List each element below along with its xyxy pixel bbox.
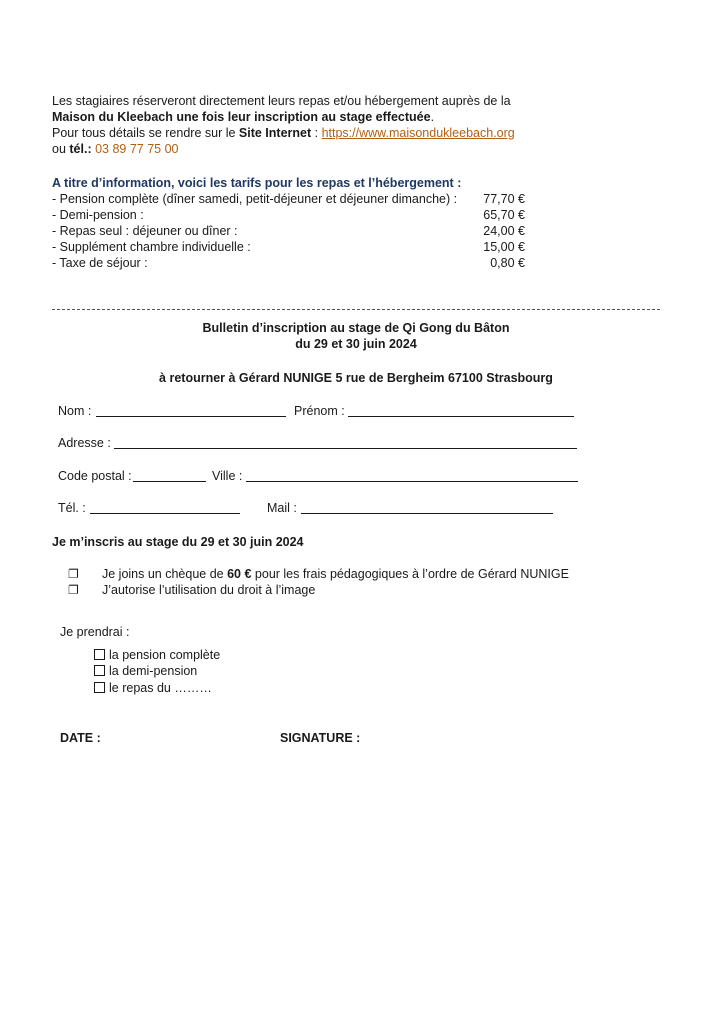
ville-field[interactable] [246,481,578,482]
code-postal-field[interactable] [133,481,206,482]
rate-label: - Supplément chambre individuelle : [52,240,251,254]
intro-period: . [430,110,435,124]
checkbox-image-rights[interactable]: ❐ [68,583,79,597]
adresse-label: Adresse : [58,436,111,450]
rate-label: - Demi-pension : [52,208,144,222]
rate-label: - Pension complète (dîner samedi, petit-déjeuner et déjeuner dimanche) : [52,192,458,206]
ou-text: ou [52,142,70,156]
nom-field[interactable] [96,416,286,417]
cheque-text-end: pour les frais pédagogiques à l’ordre de Gérard NUNIGE [251,567,569,581]
intro-text: Les stagiaires réserveront directement leurs repas et/ou hébergement auprès de la [52,94,511,108]
rate-label: - Taxe de séjour : [52,256,148,270]
code-postal-label: Code postal : [58,469,132,483]
phone-number[interactable]: 03 89 77 75 00 [91,142,179,156]
website-link[interactable]: https://www.maisondukleebach.org [321,126,515,140]
meals-heading: Je prendrai : [60,625,130,639]
tel-field-label: Tél. : [58,501,86,515]
meal-checkbox[interactable] [94,665,105,676]
checkbox-cheque[interactable]: ❐ [68,567,79,581]
meal-option [94,680,212,696]
rate-price: 65,70 € [483,208,525,222]
date-label: DATE : [60,731,101,745]
nom-label: Nom : [58,404,92,418]
rate-price: 15,00 € [483,240,525,254]
registration-heading: Je m’inscris au stage du 29 et 30 juin 2024 [52,535,304,549]
rate-label: - Repas seul : déjeuner ou dîner : [52,224,238,238]
rate-price: 0,80 € [490,256,525,270]
intro-line-4 [52,141,179,157]
return-address: à retourner à Gérard NUNIGE 5 rue de Bergheim 67100 Strasbourg [159,371,553,385]
cheque-amount: 60 € [227,567,252,581]
bulletin-title: Bulletin d’inscription au stage de Qi Gong du Bâton [202,321,510,335]
mail-label: Mail : [267,501,297,515]
intro-line-2 [52,109,434,125]
tel-field[interactable] [90,513,240,514]
colon-text: : [311,126,322,140]
intro-line-1 [52,93,511,109]
rate-price: 77,70 € [483,192,525,206]
prenom-label: Prénom : [294,404,345,418]
cut-line-divider [52,309,660,310]
meal-option [94,663,197,679]
maison-kleebach-text: Maison du Kleebach une fois leur inscription au stage effectuée [52,110,431,124]
intro-line-3 [52,125,515,141]
adresse-field[interactable] [114,448,577,449]
bulletin-dates: du 29 et 30 juin 2024 [295,337,417,351]
meal-checkbox[interactable] [94,649,105,660]
rate-price: 24,00 € [483,224,525,238]
meal-option-label: la demi-pension [109,664,198,678]
ville-label: Ville : [212,469,243,483]
tel-label: tél.: [69,142,92,156]
cheque-text: Je joins un chèque de [102,567,228,581]
meal-checkbox[interactable] [94,682,105,693]
meal-option-label: la pension complète [109,648,221,662]
signature-label: SIGNATURE : [280,731,361,745]
intro-details-text: Pour tous détails se rendre sur le [52,126,239,140]
mail-field[interactable] [301,513,553,514]
image-rights-label: J’autorise l’utilisation du droit à l’image [102,583,316,597]
cheque-option-label [102,566,569,582]
meal-option-label: le repas du ……… [109,681,212,695]
rates-heading: A titre d’information, voici les tarifs pour les repas et l’hébergement : [52,176,462,190]
site-internet-label: Site Internet [238,126,312,140]
prenom-field[interactable] [348,416,574,417]
meal-option [94,647,220,663]
